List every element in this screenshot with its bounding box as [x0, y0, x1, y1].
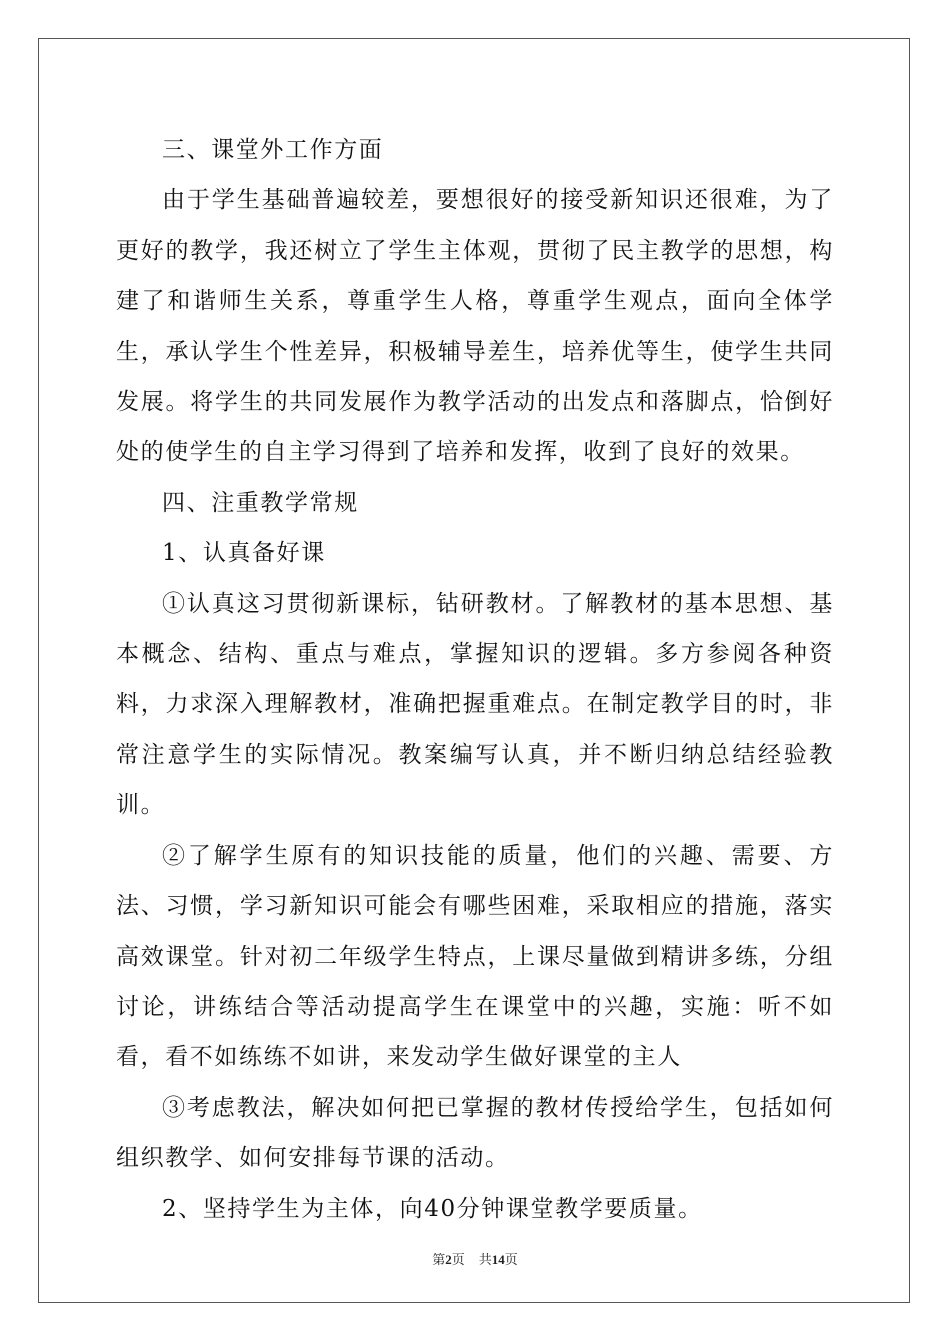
total-suffix: 页: [504, 1253, 518, 1268]
section-heading-3: 三、课堂外工作方面: [162, 137, 384, 163]
list-item-2: ②了解学生原有的知识技能的质量，他们的兴趣、需要、方法、习惯，学习新知识可能会有哪些困难，采取相应的措施，落实高效课堂。针对初二年级学生特点，上课尽量做到精讲多练，分组讨论，讲练结合等活动提高学生在课堂中的兴趣，实施：听不如看，看不如练练不如讲，来发动学生做好课堂的主人: [116, 842, 834, 1071]
list-item-3: ③考虑教法，解决如何把已掌握的教材传授给学生，包括如何组织教学、如何安排每节课的活动。: [116, 1094, 834, 1172]
document-body: [116, 125, 834, 1234]
page-suffix: 页: [451, 1253, 465, 1268]
page-footer: [0, 1249, 950, 1268]
page-prefix: 第: [432, 1253, 446, 1268]
total-prefix: 共: [478, 1253, 492, 1268]
list-item-1: ①认真这习贯彻新课标，钻研教材。了解教材的基本思想、基本概念、结构、重点与难点，掌握知识的逻辑。多方参阅各种资料，力求深入理解教材，准确把握重难点。在制定教学目的时，非常注意学生的实际情况。教案编写认真，并不断归纳总结经验教训。: [116, 590, 834, 819]
body-paragraph: 由于学生基础普遍较差，要想很好的接受新知识还很难，为了更好的教学，我还树立了学生主体观，贯彻了民主教学的思想，构建了和谐师生关系，尊重学生人格，尊重学生观点，面向全体学生，承认学生个性差异，积极辅导差生，培养优等生，使学生共同发展。将学生的共同发展作为教学活动的出发点和落脚点，恰倒好处的使学生的自主学习得到了培养和发挥，收到了良好的效果。: [116, 187, 834, 466]
page-total: 14: [491, 1252, 505, 1267]
section-heading-4: 四、注重教学常规: [162, 489, 359, 516]
subheading-1: 1、认真备好课: [162, 540, 326, 567]
page-current: 2: [445, 1252, 452, 1267]
subheading-2: 2、坚持学生为主体，向40分钟课堂教学要质量。: [162, 1195, 703, 1222]
